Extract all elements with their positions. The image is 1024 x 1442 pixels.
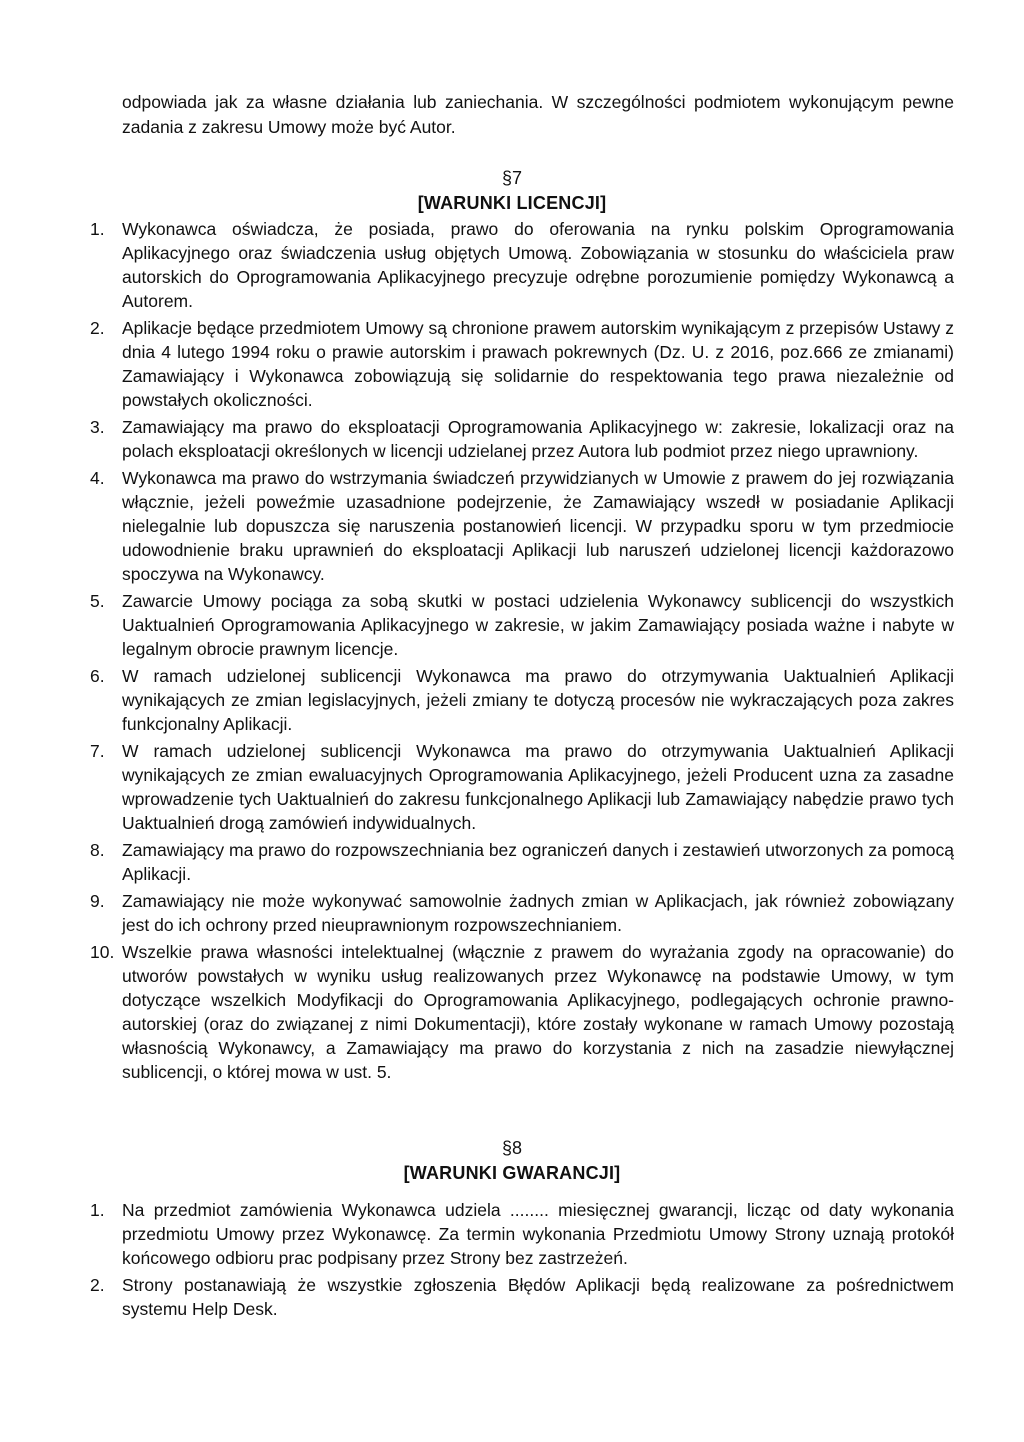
clause-text: Zamawiający ma prawo do rozpowszechniania bez ograniczeń danych i zestawień utworzonych za pomocą Aplikacji. (122, 840, 954, 884)
clause-number: 6. (90, 666, 105, 686)
clause-number: 7. (90, 741, 105, 761)
clause (0, 415, 954, 463)
clause-text: W ramach udzielonej sublicencji Wykonawca ma prawo do otrzymywania Uaktualnień Aplikacji wynikających ze zmian legislacyjnych, jeżeli zmiany te dotyczą procesów nie wykraczających poza zakres funkcjonalny Aplikacji. (122, 666, 954, 734)
intro-paragraph: odpowiada jak za własne działania lub zaniechania. W szczególności podmiotem wykonującym pewne zadania z zakresu Umowy może być Autor. (122, 92, 954, 137)
section-8-clauses (0, 1198, 1024, 1324)
clause (0, 589, 954, 661)
clause-text: W ramach udzielonej sublicencji Wykonawca ma prawo do otrzymywania Uaktualnień Aplikacji wynikających ze zmian ewaluacyjnych Oprogramowania Aplikacyjnego, jeżeli Producent uzna za zasadne wprowadzenie tych Uaktualnień do zakresu funkcjonalnego Aplikacji lub Zamawiający nabędzie prawo tych Uaktualnień drogą zamówień indywidualnych. (122, 741, 954, 833)
clause-number: 1. (90, 1200, 105, 1220)
section-title: [WARUNKI GWARANCJI] (403, 1163, 621, 1183)
clause-text: Wykonawca oświadcza, że posiada, prawo do oferowania na rynku polskim Oprogramowania Aplikacyjnego oraz świadczenia usług objętych Umową. Zobowiązania w stosunku do właściciela praw autorskich do Oprogramowania Aplikacyjnego precyzuje odrębne porozumienie pomiędzy Wykonawcą a Autorem. (122, 219, 954, 311)
clause-number: 1. (90, 219, 105, 239)
clause-number: 5. (90, 591, 105, 611)
clause (0, 889, 954, 937)
clause (0, 217, 954, 313)
clause (0, 664, 954, 736)
clause-number: 10. (90, 942, 115, 962)
section-7-clauses (0, 217, 1024, 1087)
clause (0, 940, 954, 1084)
clause-text: Wykonawca ma prawo do wstrzymania świadczeń przywidzianych w Umowie z prawem do jej rozwiązania włącznie, jeżeli poweźmie uzasadnione podejrzenie, że Zamawiający wszedł w posiadanie Aplikacji nielegalnie lub dopuszcza się naruszenia postanowień licencji. W przypadku sporu w tym przedmiocie udowodnienie braku uprawnień do eksploatacji Aplikacji lub naruszeń udzielonej licencji każdorazowo spoczywa na Wykonawcy. (122, 468, 954, 584)
clause (0, 466, 954, 586)
section-8-heading (0, 1136, 1024, 1186)
clause-number: 2. (90, 318, 105, 338)
clause-text: Zawarcie Umowy pociąga za sobą skutki w postaci udzielenia Wykonawcy sublicencji do wszystkich Uaktualnień Oprogramowania Aplikacyjnego w zakresie, w jakim Zamawiający posiada ważne i nabyte w legalnym obrocie prawnym licencje. (122, 591, 954, 659)
clause (0, 739, 954, 835)
section-number: §8 (501, 1138, 523, 1158)
section-number: §7 (501, 168, 523, 188)
clause-text: Zamawiający ma prawo do eksploatacji Oprogramowania Aplikacyjnego w: zakresie, lokalizacji oraz na polach eksploatacji określonych w licencji udzielanej przez Autora lub podmiot przez niego uprawniony. (122, 417, 954, 461)
section-7-heading (0, 166, 1024, 216)
clause (0, 316, 954, 412)
clause-number: 3. (90, 417, 105, 437)
clause (0, 838, 954, 886)
section-title: [WARUNKI LICENCJI] (417, 193, 607, 213)
clause-text: Aplikacje będące przedmiotem Umowy są chronione prawem autorskim wynikającym z przepisów Ustawy z dnia 4 lutego 1994 roku o prawie autorskim i prawach pokrewnych (Dz. U. z 2016, poz.666 ze zmianami) Zamawiający i Wykonawca zobowiązują się solidarnie do respektowania tego prawa niezależnie od powstałych okoliczności. (122, 318, 954, 410)
clause-text: Na przedmiot zamówienia Wykonawca udziela ........ miesięcznej gwarancji, licząc od daty wykonania przedmiotu Umowy przez Wykonawcę. Za termin wykonania Przedmiotu Umowy Strony uznają protokół końcowego odbioru prac podpisany przez Strony bez zastrzeżeń. (122, 1200, 954, 1268)
clause-number: 8. (90, 840, 105, 860)
clause-number: 4. (90, 468, 105, 488)
clause-number: 9. (90, 891, 105, 911)
clause-number: 2. (90, 1275, 105, 1295)
clause-text: Strony postanawiają że wszystkie zgłoszenia Błędów Aplikacji będą realizowane za pośrednictwem systemu Help Desk. (122, 1275, 954, 1319)
clause (0, 1273, 954, 1321)
clause-text: Wszelkie prawa własności intelektualnej (włącznie z prawem do wyrażania zgody na opracowanie) do utworów powstałych w wyniku usług realizowanych przez Wykonawcę na podstawie Umowy, w tym dotyczące wszelkich Modyfikacji do Oprogramowania Aplikacyjnego, podlegających ochronie prawno-autorskiej (oraz do związanej z nimi Dokumentacji), które zostały wykonane w ramach Umowy pozostają własnością Wykonawcy, a Zamawiający ma prawo do korzystania z nich na zasadzie niewyłącznej sublicencji, o której mowa w ust. 5. (122, 942, 954, 1082)
clause-text: Zamawiający nie może wykonywać samowolnie żadnych zmian w Aplikacjach, jak również zobowiązany jest do ich ochrony przed nieuprawnionym rozpowszechnianiem. (122, 891, 954, 935)
clause (0, 1198, 954, 1270)
